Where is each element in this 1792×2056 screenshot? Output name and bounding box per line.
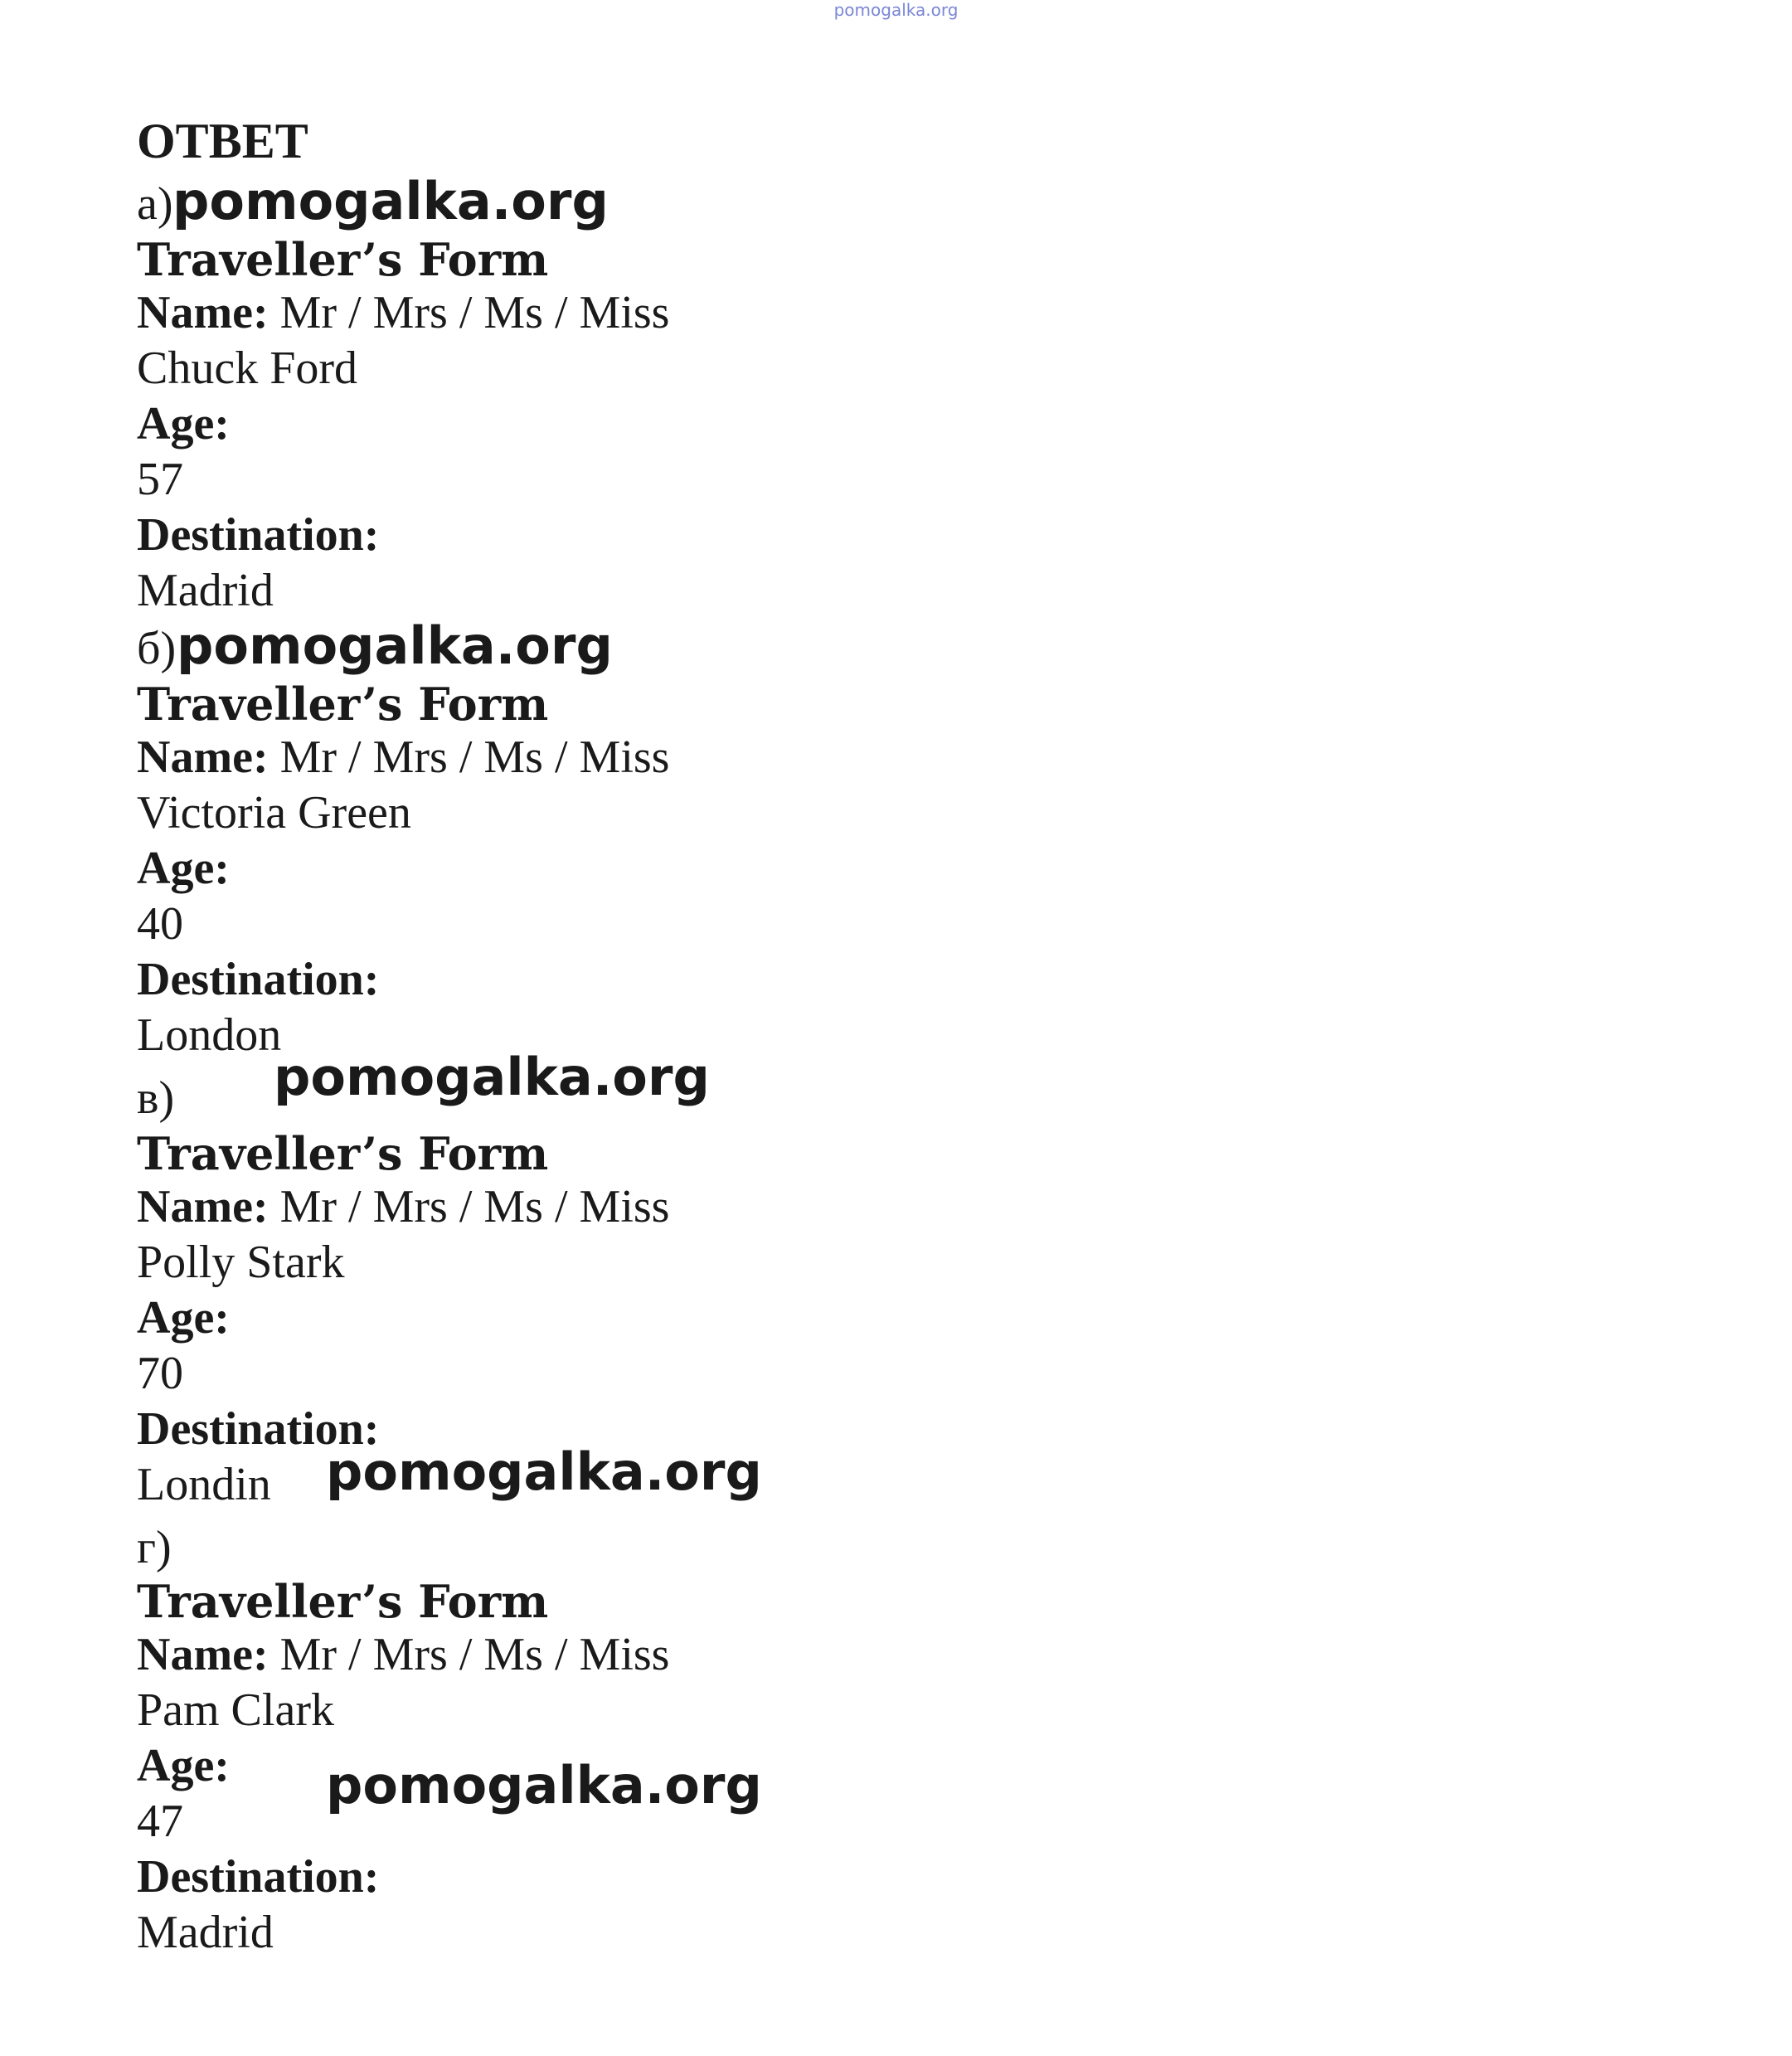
name-label: Name: xyxy=(137,1181,269,1232)
section-marker: в) xyxy=(137,1072,175,1124)
destination-value: London xyxy=(137,1009,282,1061)
section-header xyxy=(137,615,1132,678)
form-title: Traveller’s Form xyxy=(137,233,549,286)
age-label: Age: xyxy=(137,1292,230,1344)
name-row xyxy=(137,1179,1132,1235)
name-options: Mr / Mrs / Ms / Miss xyxy=(279,732,670,783)
age-label: Age: xyxy=(137,398,230,450)
age-label: Age: xyxy=(137,1740,230,1791)
destination-value: Madrid xyxy=(137,1907,274,1958)
name-label: Name: xyxy=(137,732,269,783)
section-marker: г) xyxy=(137,1522,172,1573)
name-value: Victoria Green xyxy=(137,787,411,838)
form-title: Traveller’s Form xyxy=(137,1127,549,1180)
section-b xyxy=(137,615,1132,1063)
age-value: 47 xyxy=(137,1796,183,1847)
watermark-text: pomogalka.org xyxy=(326,1441,762,1502)
name-label: Name: xyxy=(137,287,269,338)
section-header xyxy=(137,1513,1132,1576)
destination-value-row xyxy=(137,1441,1132,1513)
destination-value: Madrid xyxy=(137,565,274,616)
age-value: 57 xyxy=(137,454,183,505)
name-row xyxy=(137,285,1132,341)
name-row xyxy=(137,1627,1132,1683)
section-g xyxy=(137,1513,1132,1961)
section-header xyxy=(137,1047,1132,1128)
destination-label: Destination: xyxy=(137,509,380,561)
top-watermark: pomogalka.org xyxy=(833,0,959,20)
destination-label: Destination: xyxy=(137,954,380,1005)
form-title: Traveller’s Form xyxy=(137,678,549,731)
section-marker: б) xyxy=(137,623,177,674)
section-a xyxy=(137,171,1132,619)
name-value: Polly Stark xyxy=(137,1237,345,1288)
name-value: Pam Clark xyxy=(137,1684,334,1736)
form-title: Traveller’s Form xyxy=(137,1575,549,1628)
name-options: Mr / Mrs / Ms / Miss xyxy=(279,287,670,338)
age-value: 40 xyxy=(137,898,183,950)
name-label: Name: xyxy=(137,1629,269,1680)
destination-label: Destination: xyxy=(137,1851,380,1903)
name-value: Chuck Ford xyxy=(137,343,357,394)
watermark-text: pomogalka.org xyxy=(177,615,613,676)
name-options: Mr / Mrs / Ms / Miss xyxy=(279,1629,670,1680)
name-row xyxy=(137,730,1132,785)
document-body xyxy=(137,108,1132,1961)
age-value: 70 xyxy=(137,1348,183,1399)
section-marker: а) xyxy=(137,178,173,230)
destination-label: Destination: xyxy=(137,1403,380,1455)
section-header xyxy=(137,171,1132,234)
watermark-text: pomogalka.org xyxy=(274,1047,710,1107)
section-v xyxy=(137,1047,1132,1513)
destination-value: Londin xyxy=(137,1459,271,1510)
watermark-text: pomogalka.org xyxy=(172,171,609,231)
age-label: Age: xyxy=(137,843,230,894)
watermark-text: pomogalka.org xyxy=(326,1755,762,1815)
name-options: Mr / Mrs / Ms / Miss xyxy=(279,1181,670,1232)
answer-title: ОТВЕТ xyxy=(137,114,308,168)
